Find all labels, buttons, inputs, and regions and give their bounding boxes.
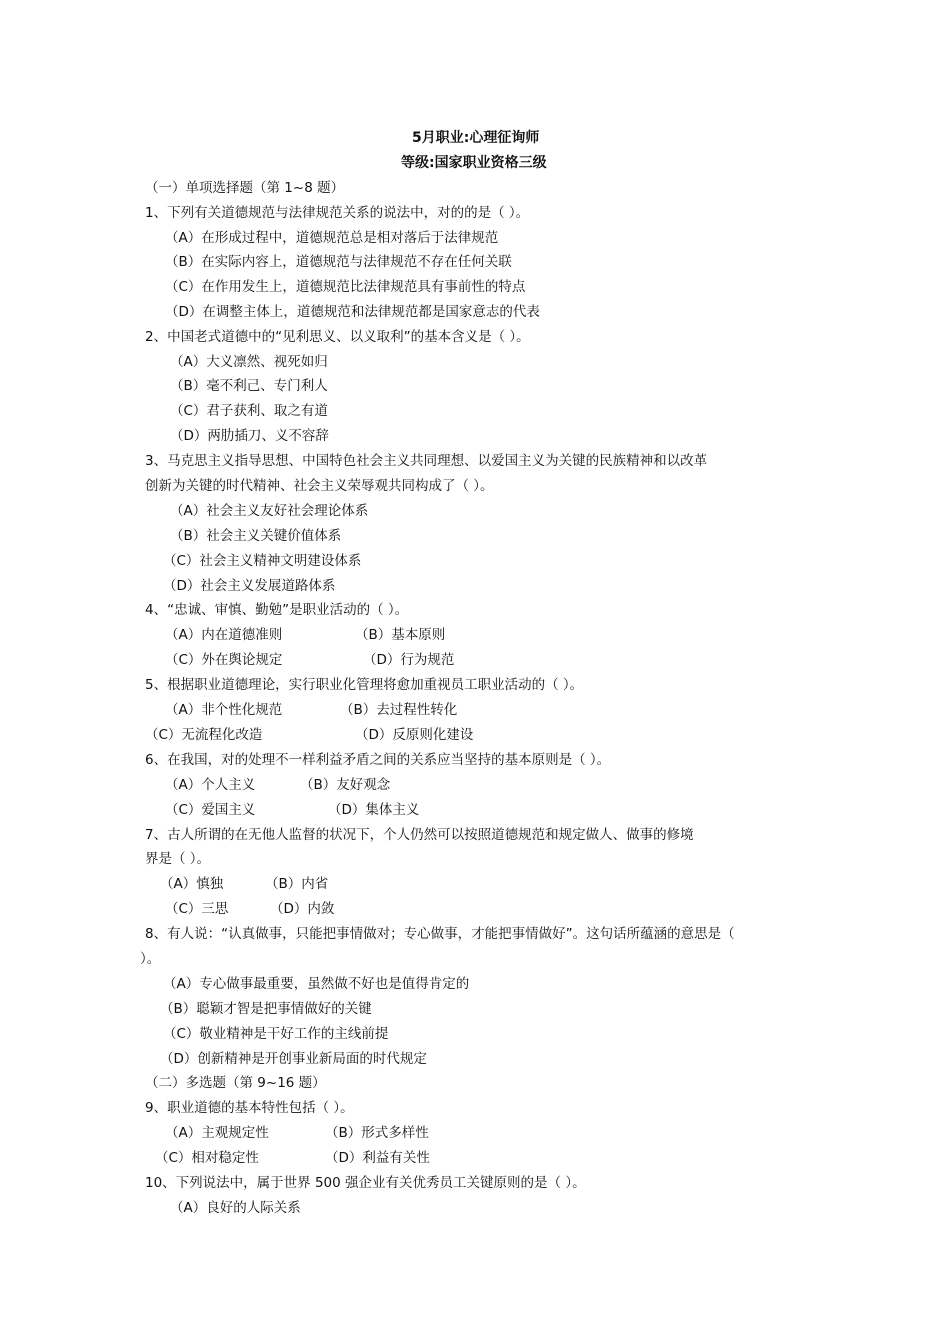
question-2-option-c: （C）君子获利、取之有道 — [170, 403, 328, 419]
question-1-option-a: （A）在形成过程中，道德规范总是相对落后于法律规范 — [165, 230, 499, 246]
question-6-option-d: （D）集体主义 — [328, 802, 420, 818]
question-9-stem: 9、职业道德的基本特性包括（ ）。 — [145, 1100, 354, 1116]
question-2-option-d: （D）两肋插刀、义不容辞 — [170, 428, 329, 444]
document-subtitle: 等级:国家职业资格三级 — [401, 155, 547, 171]
question-3-option-d: （D）社会主义发展道路体系 — [163, 578, 336, 594]
question-10-option-a: （A）良好的人际关系 — [170, 1200, 301, 1216]
question-7-stem-line1: 7、古人所谓的在无他人监督的状况下，个人仍然可以按照道德规范和规定做人、做事的修境 — [145, 827, 694, 843]
question-3-option-a: （A）社会主义友好社会理论体系 — [170, 503, 369, 519]
question-4-option-d: （D）行为规范 — [363, 652, 455, 668]
question-6-stem: 6、在我国，对的处理不一样利益矛盾之间的关系应当坚持的基本原则是（ ）。 — [145, 752, 611, 768]
section-heading-single-choice: （一）单项选择题（第 1~8 题） — [145, 180, 345, 196]
question-9-option-d: （D）利益有关性 — [325, 1150, 430, 1166]
question-2-stem: 2、中国老式道德中的“见利思义、以义取利”的基本含义是（ ）。 — [145, 329, 530, 345]
question-2-option-b: （B）毫不利己、专门利人 — [170, 378, 328, 394]
question-2-option-a: （A）大义凛然、视死如归 — [170, 354, 328, 370]
question-3-option-c: （C）社会主义精神文明建设体系 — [163, 553, 362, 569]
question-4-option-c: （C）外在舆论规定 — [165, 652, 283, 668]
question-9-option-b: （B）形式多样性 — [325, 1125, 429, 1141]
question-4-option-a: （A）内在道德准则 — [165, 627, 283, 643]
question-7-stem-line2: 界是（ ）。 — [145, 851, 211, 867]
question-5-option-a: （A）非个性化规范 — [165, 702, 283, 718]
question-8-option-d: （D）创新精神是开创事业新局面的时代规定 — [160, 1051, 427, 1067]
section-heading-multiple-choice: （二）多选题（第 9~16 题） — [145, 1075, 326, 1091]
question-1-option-b: （B）在实际内容上，道德规范与法律规范不存在任何关联 — [165, 254, 512, 270]
question-8-stem-line2: ）。 — [140, 951, 161, 967]
question-8-option-a: （A）专心做事最重要，虽然做不好也是值得肯定的 — [163, 976, 470, 992]
question-9-option-c: （C）相对稳定性 — [155, 1150, 259, 1166]
question-1-option-d: （D）在调整主体上，道德规范和法律规范都是国家意志的代表 — [165, 304, 540, 320]
question-7-option-c: （C）三思 — [165, 901, 229, 917]
question-8-option-c: （C）敬业精神是干好工作的主线前提 — [163, 1026, 389, 1042]
question-6-option-a: （A）个人主义 — [165, 777, 256, 793]
question-3-stem-line1: 3、马克思主义指导思想、中国特色社会主义共同理想、以爱国主义为关键的民族精神和以改革 — [145, 453, 708, 469]
question-1-option-c: （C）在作用发生上，道德规范比法律规范具有事前性的特点 — [165, 279, 526, 295]
question-5-option-d: （D）反原则化建设 — [355, 727, 474, 743]
question-5-option-b: （B）去过程性转化 — [340, 702, 458, 718]
question-5-stem: 5、根据职业道德理论，实行职业化管理将愈加重视员工职业活动的（ ）。 — [145, 677, 584, 693]
question-6-option-b: （B）友好观念 — [300, 777, 391, 793]
question-8-stem-line1: 8、有人说：“认真做事，只能把事情做对；专心做事，才能把事情做好”。这句话所蕴涵的意思是（ — [145, 926, 735, 942]
question-10-stem: 10、下列说法中，属于世界 500 强企业有关优秀员工关键原则的是（ ）。 — [145, 1175, 586, 1191]
question-1-stem: 1、下列有关道德规范与法律规范关系的说法中，对的的是（ ）。 — [145, 205, 530, 221]
question-3-option-b: （B）社会主义关键价值体系 — [170, 528, 342, 544]
question-7-option-d: （D）内敛 — [270, 901, 335, 917]
question-7-option-b: （B）内省 — [265, 876, 329, 892]
question-4-option-b: （B）基本原则 — [355, 627, 446, 643]
question-5-option-c: （C）无流程化改造 — [145, 727, 263, 743]
question-6-option-c: （C）爱国主义 — [165, 802, 256, 818]
question-3-stem-line2: 创新为关键的时代精神、社会主义荣辱观共同构成了（ ）。 — [145, 478, 494, 494]
question-9-option-a: （A）主观规定性 — [165, 1125, 269, 1141]
document-title: 5月职业:心理征询师 — [412, 130, 540, 146]
question-8-option-b: （B）聪颖才智是把事情做好的关键 — [160, 1001, 372, 1017]
question-4-stem: 4、“忠诚、审慎、勤勉”是职业活动的（ ）。 — [145, 602, 409, 618]
question-7-option-a: （A）慎独 — [160, 876, 224, 892]
